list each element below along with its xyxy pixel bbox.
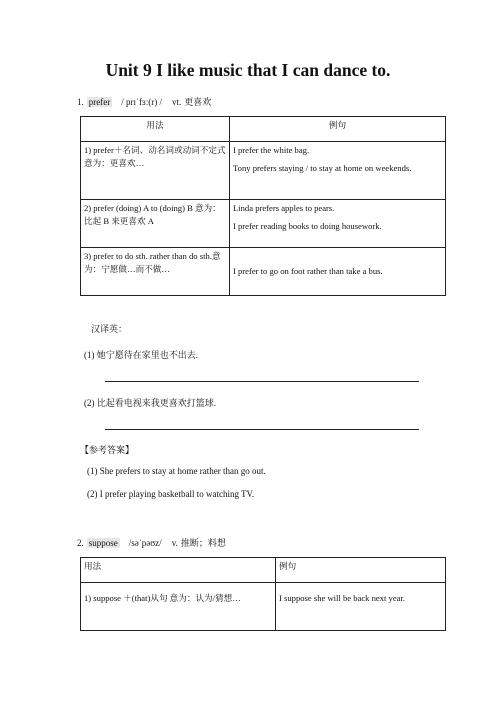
section-2-heading — [77, 536, 226, 549]
section-2-phonetic: /səˈpəʊz/ — [128, 538, 162, 548]
example-sentence: I prefer to go on foot rather than take a bus. — [233, 265, 383, 276]
section-1-word: prefer — [88, 97, 111, 107]
header-example: 例句 — [276, 558, 446, 583]
answer-2: (2) I prefer playing basketball to watching TV. — [87, 489, 255, 499]
usage-text: 2) prefer (doing) A to (doing) B 意为：比起 B 来更喜欢 A — [84, 203, 221, 227]
example-sentence: Linda prefers apples to pears. — [233, 203, 335, 213]
table-row — [81, 200, 446, 248]
example-sentence: I prefer reading books to doing housework. — [233, 221, 382, 232]
question-1: (1) 她宁愿待在家里也不出去. — [84, 350, 198, 360]
translate-label: 汉译英： — [91, 324, 128, 334]
suppose-usage-table — [80, 557, 446, 631]
example-cell — [230, 142, 446, 200]
answer-1: (1) She prefers to stay at home rather than go out. — [87, 466, 266, 476]
section-2-pos: v. — [171, 538, 178, 548]
example-sentence: I suppose she will be back next year. — [279, 593, 406, 603]
section-1-meaning: 更喜欢 — [184, 97, 212, 107]
section-2-meaning: 推断；料想 — [180, 538, 226, 548]
usage-cell — [81, 200, 230, 248]
section-1-number: 1. — [77, 97, 84, 107]
answer-line-2 — [105, 429, 419, 430]
example-sentence: Tony prefers staying / to stay at home on weekends. — [233, 163, 412, 174]
table-header-row — [81, 117, 446, 142]
usage-text: 1) suppose ＋(that)从句 意为：认为/猜想… — [84, 593, 241, 603]
section-1-heading — [77, 95, 211, 108]
usage-text: 1) prefer＋名词、动名词或动词不定式意为：更喜欢… — [84, 145, 226, 169]
usage-cell — [81, 142, 230, 200]
usage-text: 3) prefer to do sth. rather than do sth.意为：宁愿做…而不做… — [84, 251, 221, 275]
example-sentence: I prefer the white bag. — [233, 145, 310, 155]
question-2: (2) 比起看电视来我更喜欢打篮球. — [84, 398, 216, 408]
example-cell — [230, 248, 446, 296]
section-1-phonetic: / prɪˈfɜː(r) / — [121, 97, 162, 107]
usage-cell — [81, 248, 230, 296]
table-row — [81, 142, 446, 200]
section-2-word: suppose — [88, 538, 118, 548]
section-1-pos: vt. — [172, 97, 182, 107]
example-cell — [230, 200, 446, 248]
usage-cell — [81, 583, 276, 631]
answer-heading: 【参考答案】 — [80, 445, 135, 455]
table-row — [81, 248, 446, 296]
prefer-usage-table — [80, 116, 446, 296]
example-cell — [276, 583, 446, 631]
section-2-number: 2. — [77, 538, 84, 548]
page-title: Unit 9 I like music that I can dance to. — [105, 60, 391, 80]
answer-line-1 — [105, 381, 419, 382]
header-example: 例句 — [230, 117, 446, 142]
header-usage: 用法 — [81, 558, 276, 583]
table-row — [81, 583, 446, 631]
header-usage: 用法 — [81, 117, 230, 142]
table-header-row — [81, 558, 446, 583]
